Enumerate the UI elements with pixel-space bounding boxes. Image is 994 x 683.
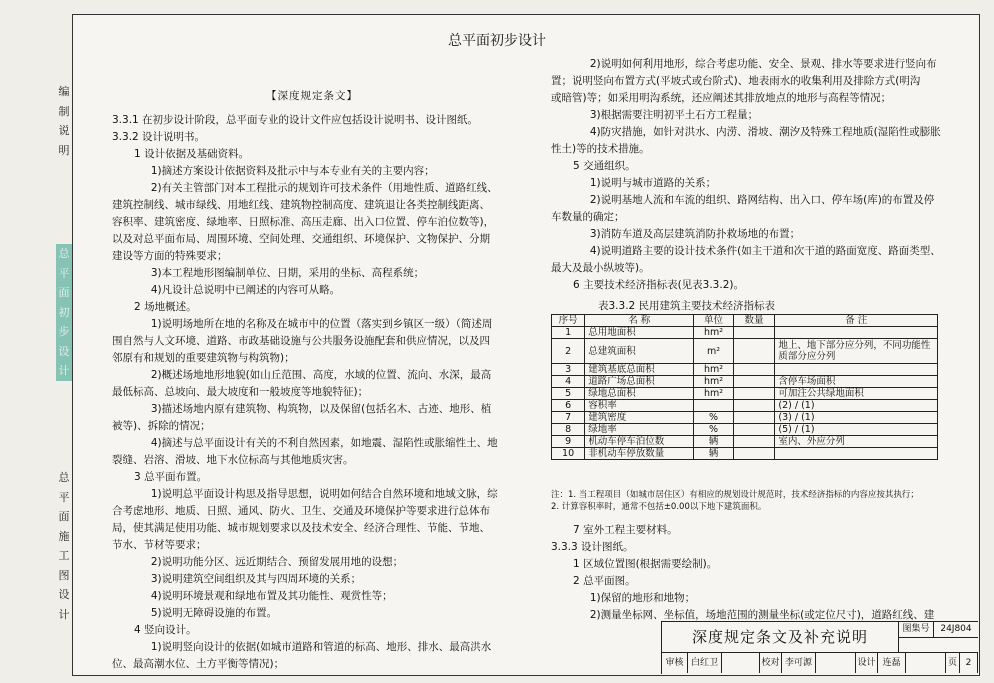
- table-row: [552, 400, 938, 412]
- table-cell-no: 8: [552, 424, 585, 436]
- table-cell-note: 地上、地下部分应分列，不同功能性质部分应分列: [775, 339, 938, 364]
- text-line: 建筑控制线、城市绿线、用地红线、建筑物控制高度、建筑退让各类控制线距离、: [112, 199, 490, 211]
- text-line: 1 设计依据及基础资料。: [134, 148, 250, 160]
- text-line: 位、最高潮水位、土方平衡等情况)；: [112, 658, 285, 670]
- text-line: 1)说明竖向设计的依据(如城市道路和管道的标高、地形、排水、最高洪水: [150, 641, 492, 653]
- text-line: 3)本工程地形图编制单位、日期，采用的坐标、高程系统；: [150, 267, 425, 279]
- title-block-cell: 校对: [760, 653, 782, 673]
- table-cell-note: [775, 364, 938, 376]
- text-line: 车数量的确定；: [551, 211, 625, 223]
- text-line: 1)说明场地所在地的名称及在城市中的位置（落实到乡镇区一级）（简述周: [150, 318, 493, 330]
- table-row: [552, 412, 938, 424]
- right-column-text-continued: [551, 522, 951, 624]
- table-cell-qty: [733, 388, 775, 400]
- side-char: 总: [58, 471, 70, 484]
- table-cell-qty: [733, 376, 775, 388]
- text-line: 4)说明道路主要的设计技术条件(如主干道和次干道的路面宽度、路面类型、: [589, 245, 941, 257]
- text-line: 4)说明环境景观和绿地布置及其功能性、观赏性等；: [150, 590, 393, 602]
- atlas-number: 24J804: [934, 622, 978, 638]
- table-cell-name: 建筑密度: [585, 412, 694, 424]
- side-char: 步: [58, 325, 70, 338]
- table-cell-note: [775, 448, 938, 460]
- table-cell-qty: [733, 412, 775, 424]
- table-cell-name: 绿地总面积: [585, 388, 694, 400]
- title-block-blank-cell: [899, 638, 978, 653]
- table-cell-unit: hm²: [694, 376, 733, 388]
- table-title: 表3.3.2 民用建筑主要技术经济指标表: [598, 300, 776, 312]
- table-cell-name: 容积率: [585, 400, 694, 412]
- text-line: 1 区域位置图(根据需要绘制)。: [573, 558, 718, 570]
- side-char: 平: [58, 490, 70, 504]
- table-cell-note: 可加注公共绿地面积: [775, 388, 938, 400]
- table-cell-name: 道路广场总面积: [585, 376, 694, 388]
- side-char: 制: [58, 104, 70, 118]
- text-line: 2)说明功能分区、远近期结合、预留发展用地的设想；: [150, 556, 404, 568]
- table-header-cell: 数量: [733, 315, 775, 327]
- title-block-cell: 页: [946, 653, 960, 673]
- text-line: 邻原有和规划的重要建筑物与构筑物)；: [112, 352, 295, 364]
- right-column-text: [551, 56, 951, 294]
- side-char: 工: [58, 549, 70, 562]
- side-label-top: [56, 82, 72, 160]
- title-block: [661, 621, 978, 674]
- table-header-row: [552, 315, 938, 327]
- table-cell-name: 非机动车停放数量: [585, 448, 694, 460]
- side-char: 明: [58, 143, 70, 157]
- text-line: 容积率、建筑密度、绿地率、日照标准、高压走廊、出入口位置、停车泊位数等)，: [112, 216, 495, 228]
- text-line: 3.3.1 在初步设计阶段，总平面专业的设计文件应包括设计说明书、设计图纸。: [112, 114, 479, 126]
- text-line: 3)说明建筑空间组织及其与四周环境的关系；: [150, 573, 362, 585]
- title-block-cell: 白红卫: [688, 653, 722, 673]
- table-cell-name: 绿地率: [585, 424, 694, 436]
- text-line: 2)有关主管部门对本工程批示的规划许可技术条件（用地性质、道路红线、: [150, 182, 498, 194]
- text-line: 1)摘述方案设计依据资料及批示中与本专业有关的主要内容；: [150, 165, 435, 177]
- table-header-cell: 单位: [694, 315, 733, 327]
- table-cell-no: 1: [552, 327, 585, 339]
- text-line: 2)说明基地人流和车流的组织、路网结构、出入口、停车场(库)的布置及停: [589, 194, 935, 206]
- text-line: 节水、节材等要求；: [112, 539, 207, 551]
- table-cell-no: 6: [552, 400, 585, 412]
- title-block-cell: [722, 653, 760, 673]
- table-notes: [551, 489, 961, 513]
- side-label-middle-highlighted: [56, 244, 72, 381]
- table-row: [552, 364, 938, 376]
- table-header-cell: 名 称: [585, 315, 694, 327]
- table-header-cell: 备 注: [775, 315, 938, 327]
- text-line: 3.3.3 设计图纸。: [551, 541, 634, 553]
- text-line: 3.3.2 设计说明书。: [112, 131, 206, 143]
- table-row: [552, 339, 938, 364]
- text-line: 1)保留的地形和地物；: [589, 592, 696, 604]
- text-line: 裂缝、岩溶、滑坡、地下水位标高与其他地质灾害。: [112, 454, 354, 466]
- text-line: 最大及最小纵坡等)。: [551, 262, 650, 274]
- table-cell-unit: hm²: [694, 327, 733, 339]
- table-cell-name: 总建筑面积: [585, 339, 694, 364]
- title-block-signature-row: [662, 653, 978, 673]
- text-line: 5)说明无障碍设施的布置。: [150, 607, 278, 619]
- table-cell-no: 3: [552, 364, 585, 376]
- table-row: [552, 424, 938, 436]
- text-line: 或暗管)等；如采用明沟系统，还应阐述其排放地点的地形与高程等情况；: [551, 92, 892, 104]
- table-cell-qty: [733, 448, 775, 460]
- text-line: 2)测量坐标网、坐标值，场地范围的测量坐标(或定位尺寸)，道路红线、建: [589, 609, 935, 621]
- text-line: 3)根据需要注明初平土石方工程量；: [589, 109, 759, 121]
- table-cell-qty: [733, 424, 775, 436]
- table-cell-note: 含停车场面积: [775, 376, 938, 388]
- text-line: 以及对总平面布局、周围环境、空间处理、交通组织、环境保护、文物保护、分期: [112, 233, 490, 245]
- indicator-table: [551, 314, 938, 460]
- title-block-cell: 李可源: [782, 653, 816, 673]
- side-char: 总: [58, 247, 70, 260]
- table-cell-unit: 辆: [694, 436, 733, 448]
- side-char: 设: [58, 344, 70, 358]
- text-line: 合考虑地形、地质、日照、通风、防火、卫生、交通及环境保护等要求进行总体布: [112, 505, 490, 517]
- side-label-bottom: [56, 468, 72, 624]
- text-line: 4)防灾措施，如针对洪水、内涝、滑坡、潮汐及特殊工程地质(湿陷性或膨胀: [589, 126, 941, 138]
- table-cell-note: (5) / (1): [775, 424, 938, 436]
- table-cell-unit: m²: [694, 339, 733, 364]
- text-line: 4)摘述与总平面设计有关的不利自然因素，如地震、湿陷性或胀缩性土、地: [150, 437, 498, 449]
- table-cell-unit: 辆: [694, 448, 733, 460]
- text-line: 2 总平面图。: [573, 575, 636, 587]
- left-column-text: [112, 88, 512, 673]
- text-line: 建设等方面的特殊要求；: [112, 250, 228, 262]
- side-char: 说: [58, 124, 70, 137]
- table-cell-qty: [733, 364, 775, 376]
- text-line: 2 场地概述。: [134, 301, 197, 313]
- text-line: 7 室外工程主要材料。: [573, 524, 678, 536]
- title-block-cell: [906, 653, 946, 673]
- title-block-cell: 设计: [856, 653, 878, 673]
- side-char: 计: [58, 607, 70, 621]
- table-cell-name: 机动车停车泊位数: [585, 436, 694, 448]
- text-line: 性土)等的技术措施。: [551, 143, 650, 155]
- table-row: [552, 436, 938, 448]
- text-line: 3)描述场地内原有建筑物、构筑物，以及保留(包括名木、古迹、地形、植: [150, 403, 492, 415]
- side-char: 面: [58, 510, 70, 523]
- table-row: [552, 376, 938, 388]
- text-line: 置；说明竖向布置方式(平坡式或台阶式)、地表雨水的收集利用及排除方式(明沟: [551, 75, 921, 87]
- table-cell-qty: [733, 339, 775, 364]
- table-cell-unit: %: [694, 424, 733, 436]
- table-cell-no: 5: [552, 388, 585, 400]
- table-cell-name: 总用地面积: [585, 327, 694, 339]
- table-cell-unit: hm²: [694, 388, 733, 400]
- text-line: 局，使其满足使用功能、城市规划要求以及技术安全、经济合理性、节能、节地、: [112, 522, 490, 534]
- side-char: 图: [58, 568, 70, 582]
- title-block-cell: 2: [960, 653, 978, 673]
- text-line: 4)凡设计总说明中已阐述的内容可从略。: [150, 284, 341, 296]
- side-char: 平: [58, 266, 70, 280]
- table-header-cell: 序号: [552, 315, 585, 327]
- text-line: 最低标高、总坡向、最大坡度和一般坡度等地貌特征)；: [112, 386, 369, 398]
- note-line: 2. 计算容积率时，通常不包括±0.00以下地下建筑面积。: [551, 502, 767, 512]
- text-line: 4 竖向设计。: [134, 624, 197, 636]
- table-row: [552, 388, 938, 400]
- text-line: 1)说明总平面设计构思及指导思想，说明如何结合自然环境和地域文脉，综: [150, 488, 498, 500]
- table-row: [552, 448, 938, 460]
- page-title: 总平面初步设计: [448, 33, 546, 49]
- table-cell-no: 9: [552, 436, 585, 448]
- side-char: 设: [58, 588, 70, 601]
- table-cell-note: (3) / (1): [775, 412, 938, 424]
- title-block-cell: 审核: [662, 653, 688, 673]
- text-line: 2)说明如何利用地形，综合考虑功能、安全、景观、排水等要求进行竖向布: [589, 58, 937, 70]
- table-cell-note: (2) / (1): [775, 400, 938, 412]
- table-row: [552, 327, 938, 339]
- table-cell-name: 建筑基底总面积: [585, 364, 694, 376]
- title-block-cell: [816, 653, 856, 673]
- table-cell-no: 7: [552, 412, 585, 424]
- text-line: 围自然与人文环境、道路、市政基础设施与公共服务设施配套和供应情况，以及四: [112, 335, 490, 347]
- table-cell-no: 4: [552, 376, 585, 388]
- table-cell-unit: hm²: [694, 364, 733, 376]
- text-line: 3)消防车道及高层建筑消防扑救场地的布置；: [589, 228, 801, 240]
- side-char: 计: [58, 364, 70, 377]
- table-cell-qty: [733, 436, 775, 448]
- side-char: 初: [58, 305, 70, 319]
- text-line: 1)说明与城市道路的关系；: [589, 177, 717, 189]
- text-line: 6 主要技术经济指标表(见表3.3.2)。: [573, 279, 744, 291]
- side-char: 施: [58, 529, 70, 543]
- table-cell-no: 10: [552, 448, 585, 460]
- table-cell-unit: %: [694, 412, 733, 424]
- side-char: 编: [58, 85, 70, 98]
- note-line: 注：1. 当工程项目（如城市居住区）有相应的规划设计规范时，技术经济指标的内容应按其执行；: [551, 490, 919, 500]
- text-line: 5 交通组织。: [573, 160, 636, 172]
- text-line: 2)概述场地地形地貌(如山丘范围、高度，水域的位置、流向、水深，最高: [150, 369, 492, 381]
- table-cell-note: 室内、外应分列: [775, 436, 938, 448]
- text-line: 【深度规定条文】: [266, 90, 358, 102]
- table-cell-qty: [733, 327, 775, 339]
- table-cell-note: [775, 327, 938, 339]
- text-line: 3 总平面布置。: [134, 471, 208, 483]
- table-cell-qty: [733, 400, 775, 412]
- table-cell-no: 2: [552, 339, 585, 364]
- title-block-title: 深度规定条文及补充说明: [662, 622, 899, 653]
- atlas-number-label: 图集号: [899, 622, 934, 638]
- side-char: 面: [58, 286, 70, 299]
- table-cell-unit: [694, 400, 733, 412]
- text-line: 被等)、拆除的情况；: [112, 420, 211, 432]
- title-block-cell: 连磊: [878, 653, 906, 673]
